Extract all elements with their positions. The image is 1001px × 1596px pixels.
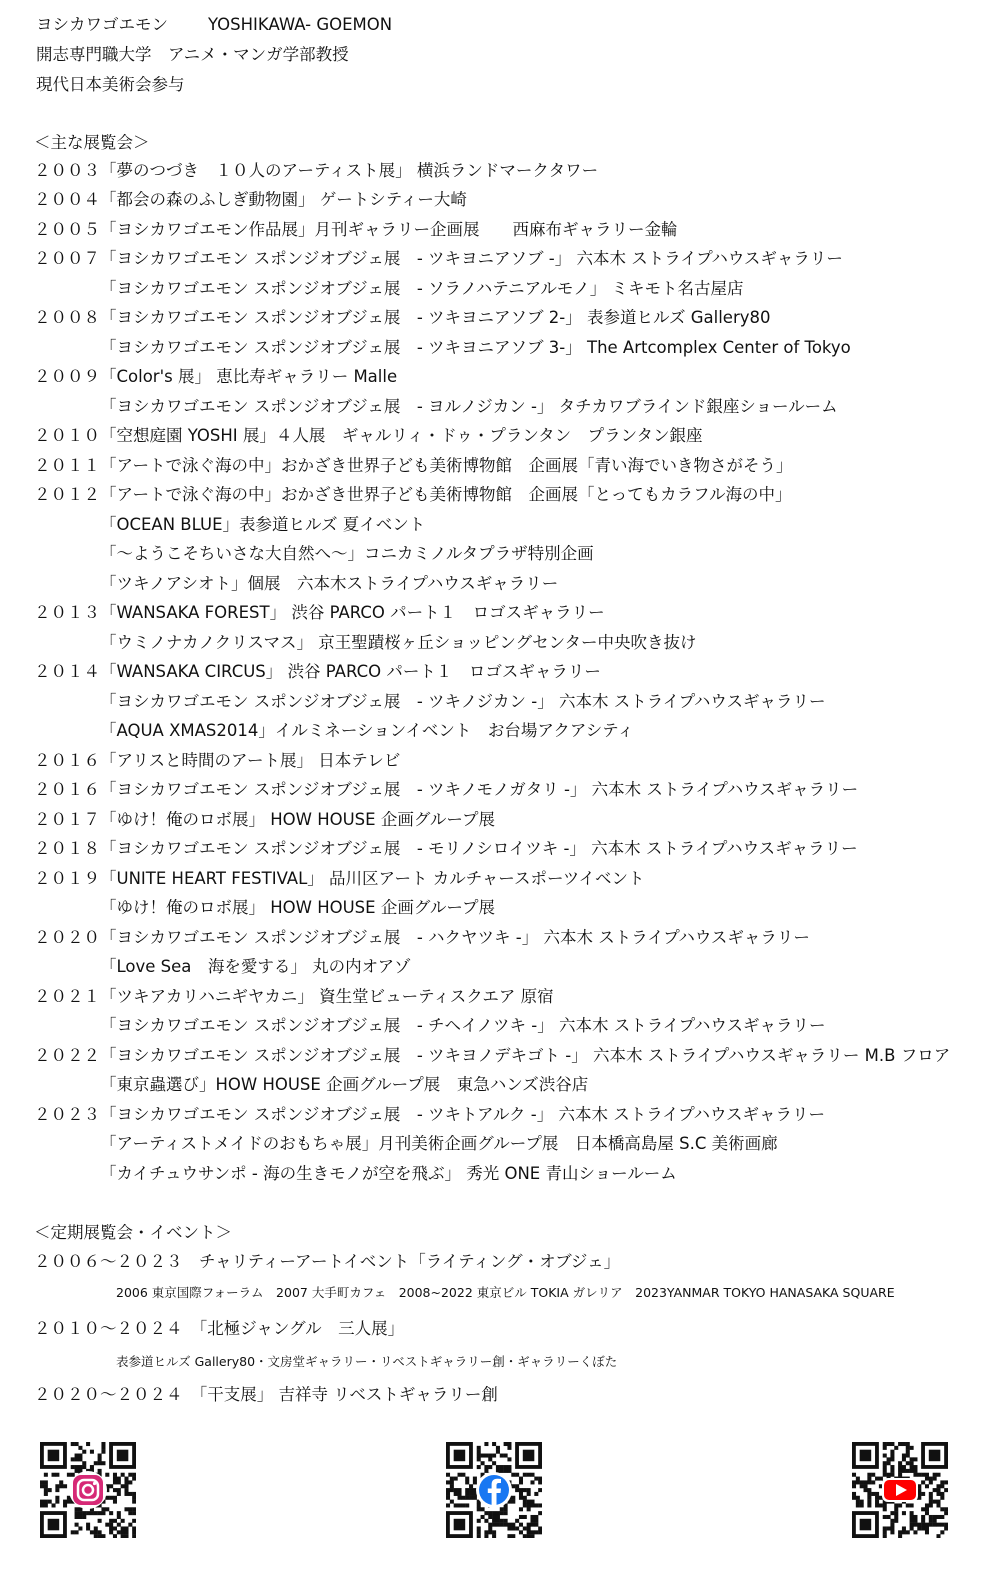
exhibition-line: ２０１７「ゆけ！俺のロボ展」 HOW HOUSE 企画グループ展 <box>34 810 495 829</box>
exhibition-line: ２０１４「WANSAKA CIRCUS」 渋谷 PARCO パート１ ロゴスギャラリー <box>34 662 601 681</box>
exhibition-line: 「ウミノナカノクリスマス」 京王聖蹟桜ヶ丘ショッピングセンター中央吹き抜け <box>100 633 697 652</box>
exhibition-line: 「ヨシカワゴエモン スポンジオブジェ展 - ソラノハテニアルモノ」 ミキモト名古屋店 <box>100 279 744 298</box>
exhibition-line: ２０２１「ツキアカリハニギヤカニ」 資生堂ビューティスクエア 原宿 <box>34 987 554 1006</box>
exhibition-line: 「ヨシカワゴエモン スポンジオブジェ展 - ツキヨニアソブ 3-」 The Artcomplex Center of Tokyo <box>100 338 851 357</box>
exhibition-line: ２０２２「ヨシカワゴエモン スポンジオブジェ展 - ツキヨノデキゴト -」 六本木 ストライプハウスギャラリー M.B フロア <box>34 1046 951 1065</box>
main-exhibitions-heading: ＜主な展覧会＞ <box>34 133 150 152</box>
youtube-qr-svg <box>852 1442 948 1538</box>
exhibition-line: ２０１６「アリスと時間のアート展」 日本テレビ <box>34 751 401 770</box>
regular-event-detail: 2006 東京国際フォーラム 2007 大手町カフェ 2008~2022 東京ビル TOKIA ガレリア 2023YANMAR TOKYO HANASAKA SQUARE <box>116 1285 895 1300</box>
regular-events-heading: ＜定期展覧会・イベント＞ <box>34 1223 232 1242</box>
facebook-icon <box>476 1472 512 1508</box>
artist-membership: 現代日本美術会参与 <box>36 75 185 94</box>
exhibition-line: ２０２３「ヨシカワゴエモン スポンジオブジェ展 - ツキトアルク -」 六本木 ストライプハウスギャラリー <box>34 1105 825 1124</box>
exhibition-line: 「アーティストメイドのおもちゃ展」月刊美術企画グループ展 日本橋高島屋 S.C 美術画廊 <box>100 1134 778 1153</box>
exhibition-line: ２０２０「ヨシカワゴエモン スポンジオブジェ展 - ハクヤツキ -」 六本木 ストライプハウスギャラリー <box>34 928 810 947</box>
youtube-icon <box>882 1478 918 1502</box>
exhibition-line: ２０１９「UNITE HEART FESTIVAL」 品川区アート カルチャースポーツイベント <box>34 869 645 888</box>
exhibition-line: ２０１８「ヨシカワゴエモン スポンジオブジェ展 - モリノシロイツキ -」 六本木 ストライプハウスギャラリー <box>34 839 858 858</box>
instagram-qr-code[interactable] <box>40 1442 136 1538</box>
facebook-qr-code[interactable] <box>446 1442 542 1538</box>
exhibition-line: 「～ようこそちいさな大自然へ～」コニカミノルタプラザ特別企画 <box>100 544 594 563</box>
facebook-qr-svg <box>446 1442 542 1538</box>
exhibition-line: ２０１２「アートで泳ぐ海の中」おかざき世界子ども美術博物館 企画展「とってもカラフル海の中」 <box>34 485 792 504</box>
exhibition-line: 「ヨシカワゴエモン スポンジオブジェ展 - チヘイノツキ -」 六本木 ストライプハウスギャラリー <box>100 1016 826 1035</box>
instagram-icon <box>69 1471 107 1509</box>
exhibition-line: 「東京蟲選び」HOW HOUSE 企画グループ展 東急ハンズ渋谷店 <box>100 1075 589 1094</box>
exhibition-line: ２００５「ヨシカワゴエモン作品展」月刊ギャラリー企画展 西麻布ギャラリー金輪 <box>34 220 678 239</box>
exhibition-line: 「カイチュウサンポ - 海の生きモノが空を飛ぶ」 秀光 ONE 青山ショールーム <box>100 1164 677 1183</box>
exhibition-line: ２００８「ヨシカワゴエモン スポンジオブジェ展 - ツキヨニアソブ 2-」 表参道ヒルズ Gallery80 <box>34 308 771 327</box>
exhibition-line: ２００９「Color's 展」 恵比寿ギャラリー Malle <box>34 367 398 386</box>
regular-event-detail: 表参道ヒルズ Gallery80・文房堂ギャラリー・リベストギャラリー創・ギャラリーくぼた <box>116 1354 618 1369</box>
artist-position: 開志専門職大学 アニメ・マンガ学部教授 <box>36 45 349 64</box>
youtube-qr-code[interactable] <box>852 1442 948 1538</box>
exhibition-line: 「OCEAN BLUE」表参道ヒルズ 夏イベント <box>100 515 426 534</box>
instagram-qr-svg <box>40 1442 136 1538</box>
regular-event-line: ２００６～２０２３ チャリティーアートイベント「ライティング・オブジェ」 <box>34 1252 621 1271</box>
exhibition-line: ２００７「ヨシカワゴエモン スポンジオブジェ展 - ツキヨニアソブ -」 六本木 ストライプハウスギャラリー <box>34 249 843 268</box>
exhibition-line: 「Love Sea 海を愛する」 丸の内オアゾ <box>100 957 411 976</box>
exhibition-line: ２０１１「アートで泳ぐ海の中」おかざき世界子ども美術博物館 企画展「青い海でいき物さがそう」 <box>34 456 793 475</box>
artist-name-jp: ヨシカワゴエモン <box>36 15 168 34</box>
exhibition-line: ２０１６「ヨシカワゴエモン スポンジオブジェ展 - ツキノモノガタリ -」 六本木 ストライプハウスギャラリー <box>34 780 859 799</box>
artist-name-en: YOSHIKAWA- GOEMON <box>208 15 393 34</box>
exhibition-line: 「ツキノアシオト」個展 六本木ストライプハウスギャラリー <box>100 574 559 593</box>
exhibition-line: ２０１０「空想庭園 YOSHI 展」４人展 ギャルリィ・ドゥ・プランタン プランタン銀座 <box>34 426 703 445</box>
regular-event-line: ２０１０～２０２４ 「北極ジャングル 三人展」 <box>34 1319 405 1338</box>
exhibition-line: 「ヨシカワゴエモン スポンジオブジェ展 - ツキノジカン -」 六本木 ストライプハウスギャラリー <box>100 692 826 711</box>
exhibition-line: 「AQUA XMAS2014」イルミネーションイベント お台場アクアシティ <box>100 721 634 740</box>
exhibition-line: 「ゆけ！俺のロボ展」 HOW HOUSE 企画グループ展 <box>100 898 495 917</box>
exhibition-line: ２００４「都会の森のふしぎ動物園」 ゲートシティー大崎 <box>34 190 467 209</box>
exhibition-line: 「ヨシカワゴエモン スポンジオブジェ展 - ヨルノジカン -」 タチカワブラインド銀座ショールーム <box>100 397 838 416</box>
regular-event-line: ２０２０～２０２４ 「干支展」 吉祥寺 リベストギャラリー創 <box>34 1385 498 1404</box>
exhibition-line: ２００３「夢のつづき １０人のアーティスト展」 横浜ランドマークタワー <box>34 161 599 180</box>
exhibition-line: ２０１３「WANSAKA FOREST」 渋谷 PARCO パート１ ロゴスギャラリー <box>34 603 605 622</box>
